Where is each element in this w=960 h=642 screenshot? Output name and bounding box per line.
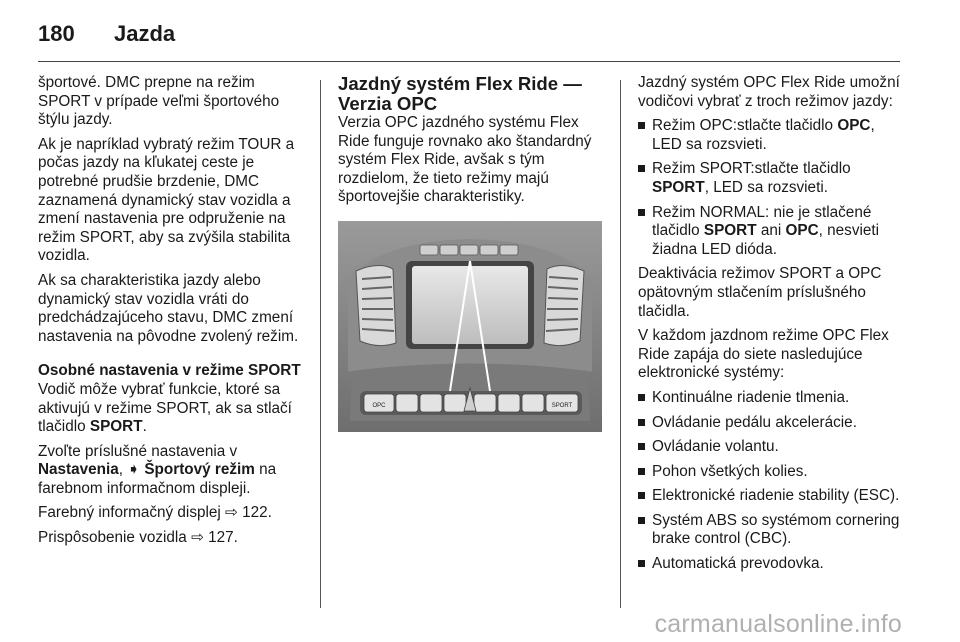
- paragraph: Verzia OPC jazdného systému Flex Ride funguje rovnako ako štandardný systém Flex Ride, avšak s tým rozdielom, že tieto režimy majú športovejšie charakteristiky.: [338, 114, 592, 206]
- air-vent-left: [356, 265, 396, 345]
- page-ref-icon: ⇨: [225, 504, 238, 522]
- paragraph: Jazdný systém OPC Flex Ride umožní vodičovi vybrať z troch režimov jazdy:: [638, 74, 900, 110]
- paragraph: Ak sa charakteristika jazdy alebo dynamický stav vozidla vráti do predchádzajúceho stavu, DMC zmení nastavenia na pôvodne zvolený režim.: [38, 271, 299, 345]
- arrow-right-icon: ➧: [127, 461, 141, 479]
- list-item: Ovládanie pedálu akcelerácie.: [638, 414, 906, 433]
- cross-reference[interactable]: Prispôsobenie vozidla ⇨ 127.: [38, 529, 238, 547]
- header-rule: [38, 61, 900, 62]
- paragraph: Zvoľte príslušné nastavenia v Nastavenia, ➧ Športový režim na farebnom informačnom displeji.: [38, 442, 277, 497]
- list-item: Režim NORMAL: nie je stlačené tlačidlo SPORT ani OPC, nesvieti žiadna LED dióda.: [638, 204, 906, 260]
- sport-button-label: SPORT: [551, 402, 573, 409]
- paragraph: Deaktivácia režimov SPORT a OPC opätovným stlačením príslušného tlačidla.: [638, 265, 882, 320]
- list-item: Ovládanie volantu.: [638, 438, 906, 457]
- column-1: [38, 74, 306, 554]
- list-item: Systém ABS so systémom cornering brake control (CBC).: [638, 512, 906, 549]
- paragraph: Vodič môže vybrať funkcie, ktoré sa aktivujú v režime SPORT, ak sa stlačí tlačidlo SPORT.: [38, 380, 292, 436]
- column-divider-1: [320, 80, 321, 608]
- paragraph: Ak je napríklad vybratý režim TOUR a počas jazdy na kľukatej ceste je potrebné prudšie brzdenie, DMC zaznamená dynamický stav vozidla a zmení nastavenia pre odpruženie na režim SPORT, aby sa zvýšila stabilita vozidla.: [38, 135, 295, 265]
- opc-button-label: OPC: [372, 402, 386, 409]
- list-item: Automatická prevodovka.: [638, 555, 906, 574]
- page-number: 180: [38, 21, 75, 46]
- list-item: Režim OPC:stlačte tlačidlo OPC, LED sa rozsvieti.: [638, 117, 906, 154]
- button-row: [360, 388, 582, 415]
- cross-reference[interactable]: Farebný informačný displej ⇨ 122.: [38, 504, 272, 522]
- column-3: [638, 74, 906, 580]
- list-item: Kontinuálne riadenie tlmenia.: [638, 389, 906, 408]
- dashboard-illustration: [338, 221, 602, 432]
- watermark: carmanualsonline.info: [654, 610, 902, 638]
- mode-list: [638, 117, 906, 259]
- column-divider-2: [620, 80, 621, 608]
- section-subheading: Osobné nastavenia v režime SPORT: [38, 362, 301, 380]
- systems-list: [638, 389, 906, 574]
- air-vent-right: [544, 265, 584, 345]
- column-2: [338, 74, 606, 432]
- paragraph: športové. DMC prepne na režim SPORT v prípade veľmi športového štýlu jazdy.: [38, 74, 280, 129]
- paragraph: V každom jazdnom režime OPC Flex Ride zapája do siete nasledujúce elektronické systémy:: [638, 327, 889, 382]
- list-item: Režim SPORT:stlačte tlačidlo SPORT, LED sa rozsvieti.: [638, 160, 906, 197]
- chapter-title: Jazda: [114, 21, 176, 46]
- section-heading: Jazdný systém Flex Ride — Verzia OPC: [338, 73, 582, 114]
- list-item: Pohon všetkých kolies.: [638, 463, 906, 482]
- page-ref-icon: ⇨: [191, 529, 204, 547]
- page-header: [38, 14, 175, 54]
- infotainment-screen: [406, 261, 534, 349]
- list-item: Elektronické riadenie stability (ESC).: [638, 487, 906, 506]
